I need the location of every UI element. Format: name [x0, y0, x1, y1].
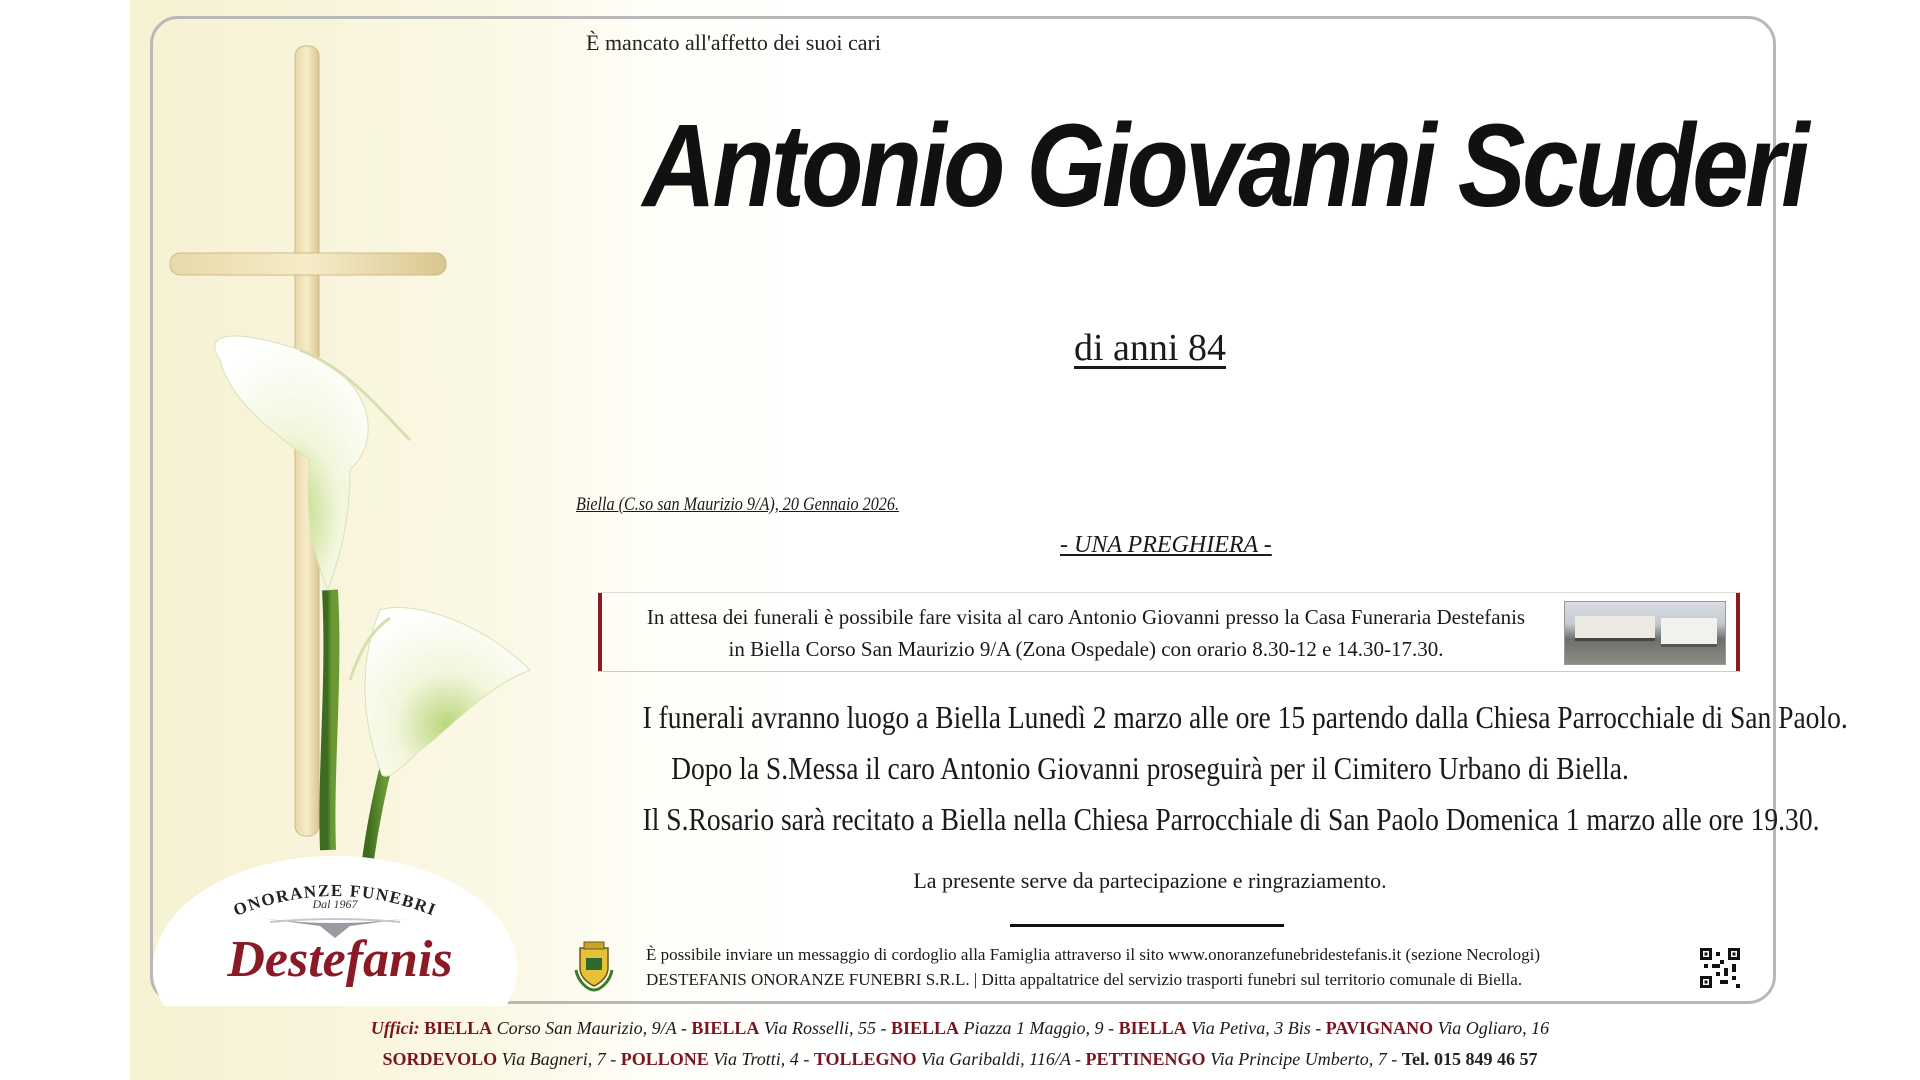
thanks-text: La presente serve da partecipazione e ringraziamento. [913, 868, 1387, 893]
place-date: Biella (C.so san Maurizio 9/A), 20 Gennaio 2026. [576, 494, 899, 515]
office-address: Via Ogliaro, 16 [1437, 1018, 1550, 1038]
office-city: PETTINENGO [1085, 1049, 1206, 1069]
office-address: Corso San Maurizio, 9/A [496, 1018, 677, 1038]
funeral-line-2: Dopo la S.Messa il caro Antonio Giovanni proseguirà per il Cimitero Urbano di Biella. [671, 750, 1629, 786]
office-separator: - [1070, 1049, 1086, 1069]
condolence-info [646, 942, 1540, 992]
funeral-home-photo [1564, 601, 1726, 665]
office-separator: - [876, 1018, 892, 1038]
office-separator: - [605, 1049, 621, 1069]
visit-line-1: In attesa dei funerali è possibile fare visita al caro Antonio Giovanni presso la Casa Funeraria Destefanis [646, 605, 1526, 629]
age-text: di anni 84 [1074, 327, 1226, 369]
office-city: PAVIGNANO [1325, 1018, 1434, 1038]
office-separator: - [676, 1018, 692, 1038]
prayer-heading: - UNA PREGHIERA - [1060, 532, 1272, 558]
office-separator: - [798, 1049, 814, 1069]
condolence-line-1: È possibile inviare un messaggio di cordoglio alla Famiglia attraverso il sito www.onoranzefunebridestefanis.it (sezione Necrologi) [646, 945, 1540, 964]
office-address: Via Garibaldi, 116/A [921, 1049, 1071, 1069]
logo-badge-icon [150, 856, 520, 1006]
offices-footer [130, 1013, 1790, 1075]
office-city: BIELLA [691, 1018, 760, 1038]
office-city: BIELLA [891, 1018, 960, 1038]
destefanis-logo [150, 856, 520, 1006]
funeral-line-3: Il S.Rosario sarà recitato a Biella nella Chiesa Parrocchiale di San Paolo Domenica 1 marzo alle ore 19.30. [642, 801, 1820, 837]
office-address: Via Rosselli, 55 [763, 1018, 877, 1038]
logo-arc-text: ONORANZE FUNEBRI [230, 880, 440, 920]
office-city: BIELLA [424, 1018, 493, 1038]
offices-label: Uffici: [370, 1018, 420, 1038]
condolence-line-2: DESTEFANIS ONORANZE FUNEBRI S.R.L. | Ditta appaltatrice del servizio trasporti funebri sul territorio comunale di Biella. [646, 970, 1523, 989]
intro-text: È mancato all'affetto dei suoi cari [586, 30, 881, 55]
office-city: SORDEVOLO [382, 1049, 498, 1069]
office-address: Piazza 1 Maggio, 9 [963, 1018, 1104, 1038]
city-crest-icon [572, 940, 616, 992]
office-address: Via Bagneri, 7 [501, 1049, 606, 1069]
office-separator: - [1310, 1018, 1326, 1038]
funeral-details [642, 692, 1848, 845]
deceased-name: Antonio Giovanni Scuderi [642, 100, 1807, 232]
qr-code-icon [1700, 948, 1740, 988]
offices-row-2 [130, 1044, 1790, 1075]
visit-line-2: in Biella Corso San Maurizio 9/A (Zona Ospedale) con orario 8.30-12 e 14.30-17.30. [728, 637, 1444, 661]
divider [1010, 924, 1284, 927]
visit-notice-text [616, 601, 1556, 665]
logo-brand: Destefanis [227, 931, 453, 988]
funeral-line-1: I funerali avranno luogo a Biella Lunedì 2 marzo alle ore 15 partendo dalla Chiesa Parrocchiale di San Paolo. [642, 699, 1848, 735]
office-address: Via Trotti, 4 [713, 1049, 799, 1069]
office-separator: - [1386, 1049, 1402, 1069]
logo-since: Dal 1967 [312, 897, 358, 911]
office-separator: - [1103, 1018, 1119, 1038]
office-phone: Tel. 015 849 46 57 [1401, 1049, 1538, 1069]
office-city: BIELLA [1118, 1018, 1187, 1038]
office-address: Via Principe Umberto, 7 [1210, 1049, 1387, 1069]
offices-row-1 [130, 1013, 1790, 1044]
office-city: TOLLEGNO [813, 1049, 917, 1069]
office-city: POLLONE [620, 1049, 709, 1069]
visit-notice-box [598, 593, 1740, 671]
office-address: Via Petiva, 3 Bis [1191, 1018, 1311, 1038]
